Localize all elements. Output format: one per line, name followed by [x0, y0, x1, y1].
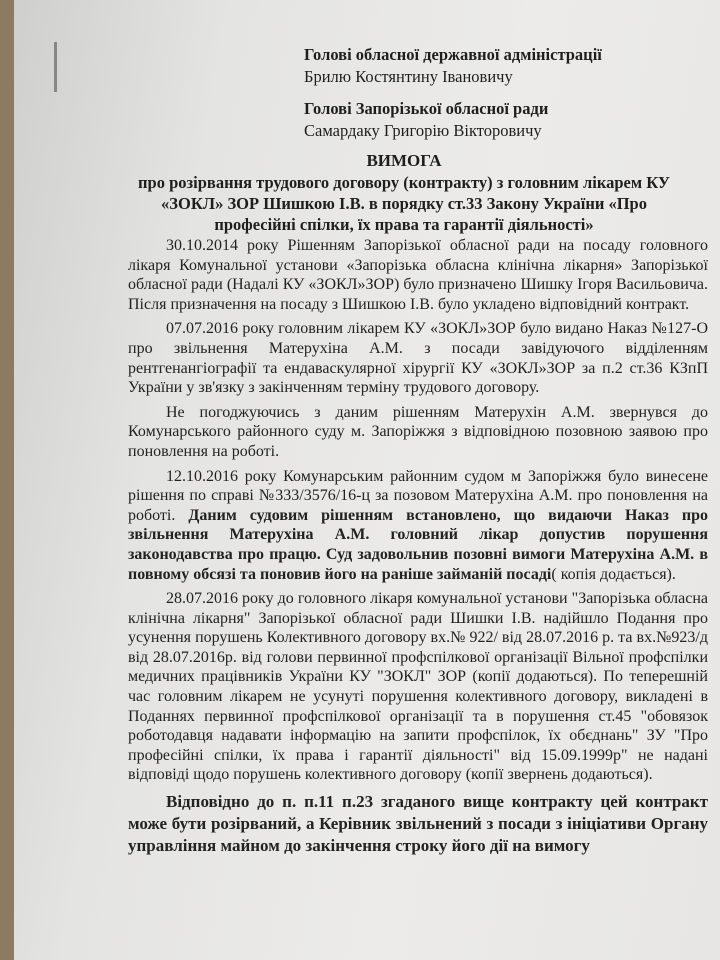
paragraph-4-court-finding: Даним судовим рішенням встановлено, що видаючи Наказ про звільнення Матерухіна А.М. головний лікар допустив порушення законодавства про працю. Суд задовольнив позовні вимоги Матерухіна А.М. в повному обсязі та поновив його на раніше займаній посаді [128, 506, 709, 583]
title-subtitle: про розірвання трудового договору (контракту) з головним лікарем КУ «ЗОКЛ» ЗОР Шишкою І.В. в порядку ст.33 Закону України «Про професійні спілки, їх права та гарантії діяльності» [138, 173, 670, 234]
paragraph-4-attachment-note: ( копія додається). [551, 565, 676, 583]
document-page [14, 0, 720, 960]
paragraph-3: Не погоджуючись з даним рішенням Матерухін А.М. звернувся до Комунарського районного суду м. Запоріжжя з відповідною позовною заявою про поновлення на роботі. [128, 403, 708, 460]
title-heading: ВИМОГА [366, 151, 442, 170]
addressee-2-name: Самардаку Григорію Вікторовичу [304, 121, 542, 140]
paragraph-5: 28.07.2016 року до головного лікаря комунальної установи "Запорізька обласна клінічна лікарня" Запорізької обласної ради Шишки І.В. надійшло Подання про усунення порушень Колективного договору вх.№ 922/ від 28.07.2016 р. та вх.№923/д від 28.07.2016р. від голови первинної профспілкової організації Вільної профспілки медичних працівників України КУ "ЗОКЛ" ЗОР (копії додаються). По теперешній час головним лікарем не усунуті порушення колективного договору, викладені в Поданнях первинної профспілкової організації та в порушення ст.45 "обовязок роботодавця надавати інформацію на запити профспілок, їх обєднань" ЗУ "Про професійні спілки, їх права і гарантії діяльності" від 15.09.1999р" не надані відповіді щодо порушень колективного договору (копії звернень додаються). [128, 590, 708, 784]
paragraph-4 [128, 467, 708, 585]
paragraph-6: Відповідно до п. п.11 п.23 згаданого вище контракту цей контракт може бути розірваний, а Керівник звільнений з посади з ініціативи Органу управління майном до закінчення строку його дії на вимогу [128, 792, 708, 856]
addressee-1-name: Брилю Костянтину Івановичу [304, 67, 513, 86]
addressee-1 [304, 44, 602, 88]
paragraph-2: 07.07.2016 року головним лікарем КУ «ЗОКЛ»ЗОР було видано Наказ №127-О про звільнення Матерухіна А.М. з посади завідуючого відділенням рентгенангіографії та ендаваскулярної хірургії КУ «ЗОКЛ»ЗОР за п.2 ст.36 КЗпП України у зв'язку з закінченням терміну трудового договору. [128, 320, 708, 397]
margin-mark [54, 42, 57, 92]
paragraph-1: 30.10.2014 року Рішенням Запорізької обласної ради на посаду головного лікаря Комунальної установи «Запорізька обласна клінічна лікарня» Запорізької обласної ради (Надалі КУ «ЗОКЛ»ЗОР) було призначено Шишку Ігоря Васильовича. Після призначення на посаду з Шишкою І.В. було укладено відповідний контракт. [128, 237, 708, 313]
paragraph-4-intro: 12.10.2016 року Комунарським районним судом м Запоріжжя було винесене рішення по справі №333/3576/16-ц за позовом Матерухіна А.М. про поновлення на роботі. [128, 467, 708, 524]
addressee-2-position: Голові Запорізької обласної ради [304, 99, 549, 118]
addressee-1-position: Голові обласної державної адміністрації [304, 45, 602, 64]
document-title [124, 150, 684, 235]
addressee-2 [304, 98, 548, 142]
document-body [128, 236, 708, 862]
